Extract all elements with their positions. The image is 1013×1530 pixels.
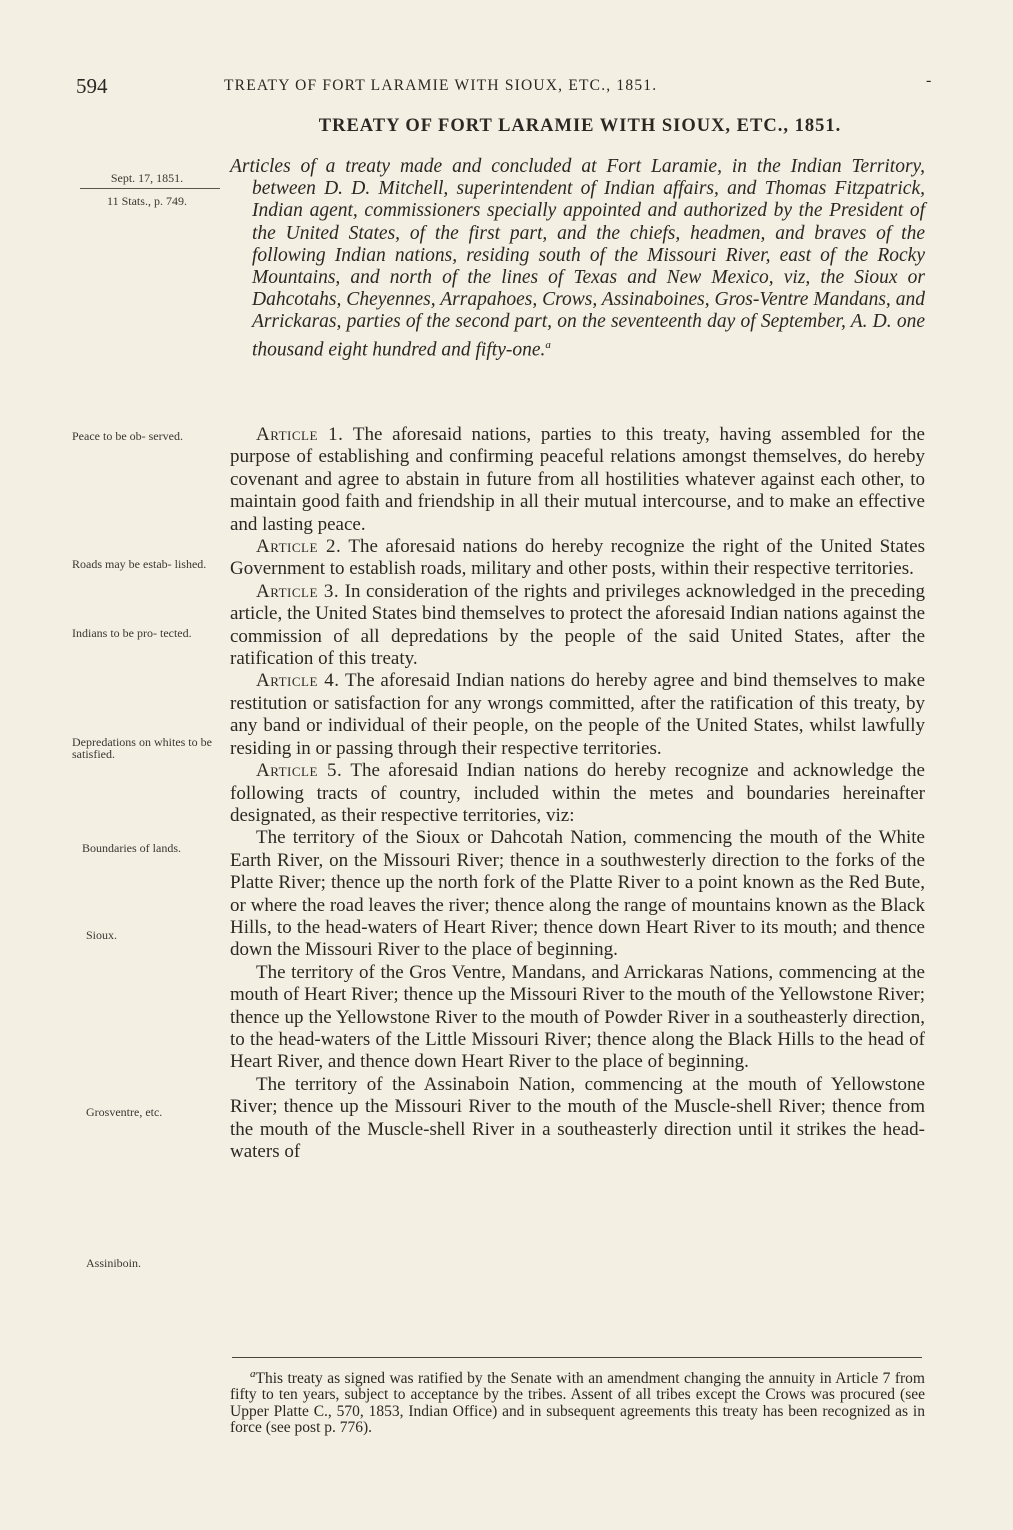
margin-note-date: Sept. 17, 1851. (110, 171, 184, 185)
footnote (230, 1366, 925, 1436)
margin-note-roads: Roads may be estab- lished. (72, 557, 207, 571)
running-title: TREATY OF FORT LARAMIE WITH SIOUX, ETC., 1851. (224, 77, 658, 94)
article-text: In consideration of the rights and privileges acknowledged in the preceding article, the United States bind themselves to protect the aforesaid Indian nations against the commission of all depredations by the people of the said United States, after the ratification of this treaty. (230, 580, 925, 670)
article-1 (230, 424, 925, 536)
article-text: The aforesaid Indian nations do hereby recognize and acknowledge the following tracts of country, included within the metes and boundaries hereinafter designated, as their respective territories, viz: (230, 760, 925, 826)
article-text: The aforesaid Indian nations do hereby agree and bind themselves to make restitution or satisfaction for any wrongs committed, after the ratification of this treaty, by any band or individual of their people, on the people of the United States, whilst lawfully residing in or passing through their respective territories. (230, 670, 925, 759)
margin-note-sioux: Sioux. (86, 928, 118, 942)
margin-note-peace: Peace to be ob- served. (72, 429, 183, 443)
article-label: Article 1. (256, 424, 344, 445)
article-2 (230, 536, 925, 581)
territory-grosventre: The territory of the Gros Ventre, Mandans, and Arrickaras Nations, commencing at the mouth of Heart River; thence up the Missouri River to the mouth of the Yellowstone River; thence up the Yellowstone River to the mouth of Powder River in a southeasterly direction, to the head-waters of the Little Missouri River; thence along the Black Hills to the head of Heart River, and thence down Heart River to the place of beginning. (230, 961, 925, 1073)
preamble (230, 156, 925, 361)
margin-note-citation: 11 Stats., p. 749. (107, 194, 187, 208)
page-number: 594 (76, 74, 108, 98)
article-label: Article 2. (256, 536, 342, 558)
running-head (76, 74, 956, 98)
treaty-title: TREATY OF FORT LARAMIE WITH SIOUX, ETC., 1851. (318, 116, 842, 136)
article-text: The aforesaid nations do hereby recognize the right of the United States Government to establish roads, military and other posts, within their respective territories. (230, 536, 925, 580)
preamble-text: Articles of a treaty made and concluded at Fort Laramie, in the Indian Territory, between D. D. Mitchell, superintendent of Indian affairs, and Thomas Fitzpatrick, Indian agent, commissioners specially appointed and authorized by the President of the United States, of the first part, and the chiefs, headmen, and braves of the following Indian nations, residing south of the Missouri River, east of the Rocky Mountains, and north of the lines of Texas and New Mexico, viz, the Sioux or Dahcotahs, Cheyennes, Arrapahoes, Crows, Assinaboines, Gros-Ventre Mandans, and Arrickaras, parties of the second part, on the seventeenth day of September, A. D. one thousand eight hundred and fifty-one. (230, 156, 925, 361)
margin-note-boundaries: Boundaries of lands. (82, 841, 181, 855)
preamble-footnote-mark: a (545, 338, 551, 351)
article-4 (230, 670, 925, 760)
article-3 (230, 581, 925, 671)
article-5 (230, 760, 925, 827)
margin-note-indians: Indians to be pro- tected. (72, 626, 192, 640)
corner-mark: - (926, 72, 932, 89)
margin-note-depredations: Depredations on whites to be satisfied. (72, 735, 212, 761)
footnote-rule (232, 1357, 922, 1358)
margin-note-grosventre: Grosventre, etc. (86, 1105, 163, 1119)
article-text: The aforesaid nations, parties to this treaty, having assembled for the purpose of establishing and confirming peaceful relations amongst themselves, do hereby covenant and agree to abstain in future from all hostilities whatever against each other, to maintain good faith and friendship in all their mutual intercourse, and to make an effective and lasting peace. (230, 424, 925, 535)
footnote-text: This treaty as signed was ratified by the Senate with an amendment changing the annuity in Article 7 from fifty to ten years, subject to acceptance by the tribes. Assent of all tribes except the Crows was procured (see Upper Platte C., 570, 1853, Indian Office) and in subsequent agreements this treaty has been recognized as in force (see post p. 776). (230, 1370, 925, 1436)
article-label: Article 3. (256, 580, 340, 602)
article-label: Article 5. (256, 760, 343, 782)
footnote-mark: a (250, 1368, 256, 1380)
article-label: Article 4. (256, 670, 340, 692)
territory-sioux: The territory of the Sioux or Dahcotah Nation, commencing the mouth of the White Earth River, on the Missouri River; thence in a southwesterly direction to the forks of the Platte River; thence up the north fork of the Platte River to a point known as the Red Bute, or where the road leaves the river; thence along the range of mountains known as the Black Hills, to the head-waters of Heart River; thence down Heart River to its mouth; and thence down the Missouri River to the place of beginning. (230, 827, 925, 961)
territory-assiniboin: The territory of the Assinaboin Nation, commencing at the mouth of Yellowstone River; thence up the Missouri River to the mouth of the Muscle-shell River; thence from the mouth of the Muscle-shell River in a southeasterly direction until it strikes the head-waters of (230, 1073, 925, 1162)
margin-rule (80, 188, 220, 189)
margin-note-assiniboin: Assiniboin. (86, 1256, 142, 1270)
treaty-body (230, 424, 925, 1163)
